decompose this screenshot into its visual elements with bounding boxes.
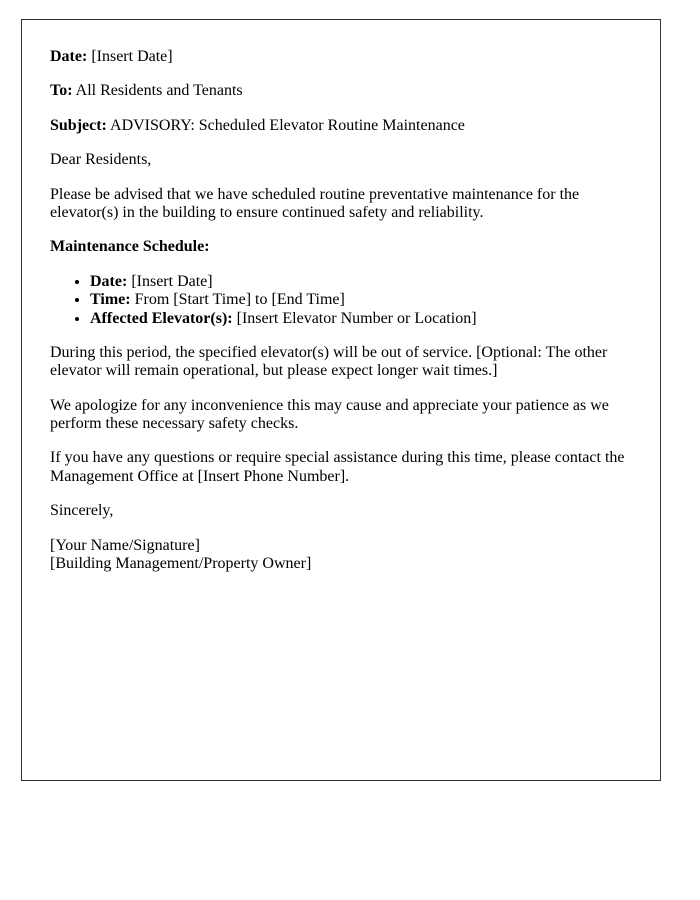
schedule-list [50, 273, 632, 328]
to-value: All Residents and Tenants [72, 82, 243, 100]
signature-role-line: [Building Management/Property Owner] [50, 555, 312, 573]
schedule-item-time [90, 291, 632, 309]
subject-value: ADVISORY: Scheduled Elevator Routine Maintenance [106, 116, 465, 134]
schedule-item-elevators [90, 310, 632, 328]
date-line [50, 48, 632, 66]
signature-block [50, 537, 632, 574]
subject-line [50, 117, 632, 135]
date-label: Date: [50, 48, 88, 65]
schedule-time-value: From [Start Time] to [End Time] [130, 291, 345, 309]
letter-document [21, 19, 661, 781]
service-note-paragraph: During this period, the specified elevator(s) will be out of service. [Optional: The other elevator will remain operational, but please expect longer wait times.] [50, 343, 608, 380]
intro-paragraph: Please be advised that we have scheduled routine preventative maintenance for the elevator(s) in the building to ensure continued safety and reliability. [50, 185, 580, 221]
apology-paragraph: We apologize for any inconvenience this may cause and appreciate your patience as we perform these necessary safety checks. [50, 396, 609, 433]
schedule-elevators-value: [Insert Elevator Number or Location] [232, 309, 477, 327]
date-value: [Insert Date] [87, 48, 173, 65]
contact-paragraph: If you have any questions or require special assistance during this time, please contact the Management Office at [Insert Phone Number]. [50, 449, 625, 485]
subject-label: Subject: [50, 116, 107, 134]
greeting: Dear Residents, [50, 151, 152, 169]
signature-name-line: [Your Name/Signature] [50, 536, 200, 554]
closing: Sincerely, [50, 502, 114, 520]
schedule-date-label: Date: [90, 272, 128, 290]
schedule-date-value: [Insert Date] [127, 272, 213, 290]
to-label: To: [50, 82, 73, 100]
schedule-elevators-label: Affected Elevator(s): [90, 309, 233, 327]
maintenance-schedule-heading: Maintenance Schedule: [50, 238, 210, 256]
schedule-time-label: Time: [90, 291, 131, 309]
schedule-item-date [90, 273, 632, 291]
to-line [50, 82, 632, 100]
